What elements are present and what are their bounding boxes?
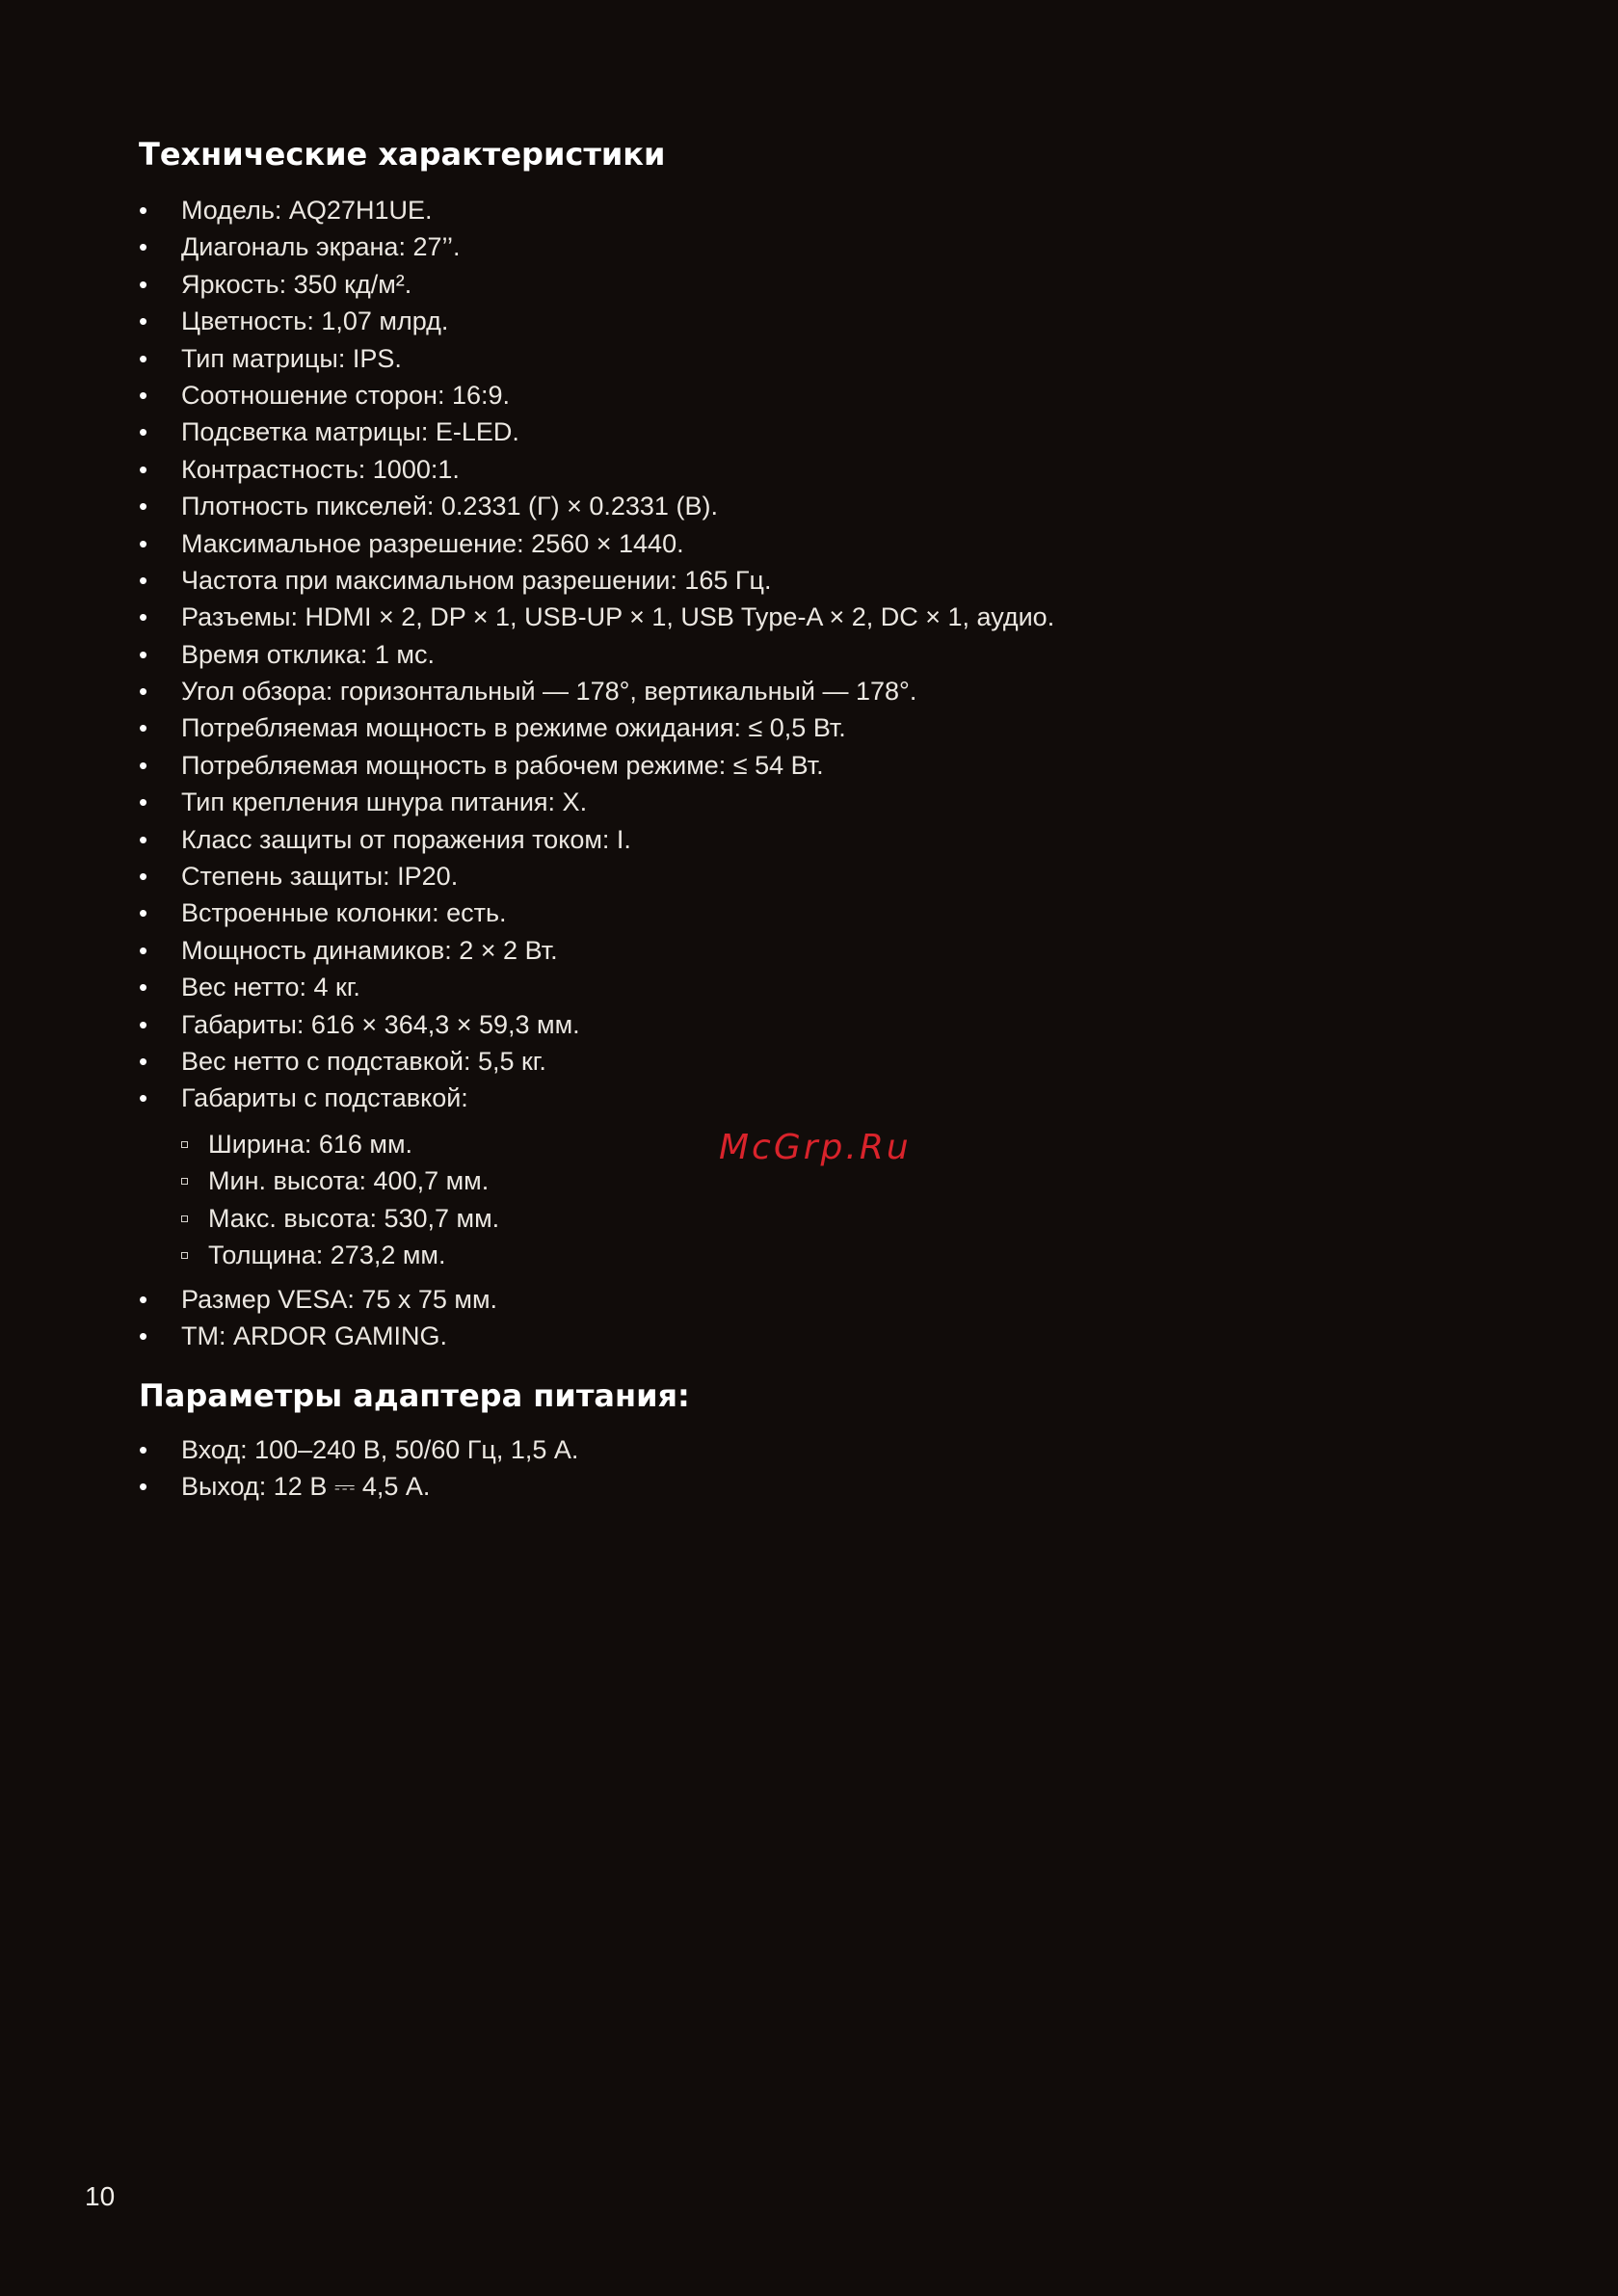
square-bullet-icon: [181, 1215, 188, 1222]
spec-text: Контрастность: 1000:1.: [181, 454, 460, 484]
spec-text: Габариты: 616 × 364,3 × 59,3 мм.: [181, 1009, 580, 1039]
list-item: [139, 747, 1054, 784]
list-item: [139, 1468, 578, 1505]
sub-list-item: [179, 1162, 499, 1199]
list-item: [139, 562, 1054, 599]
page-number: 10: [85, 2181, 116, 2211]
spec-text: Мощность динамиков: 2 × 2 Вт.: [181, 935, 558, 965]
bullet-icon: •: [139, 417, 148, 447]
list-item: [139, 932, 1054, 969]
spec-text: Диагональ экрана: 27’’.: [181, 232, 461, 262]
spec-text: Разъемы: HDMI × 2, DP × 1, USB-UP × 1, USB Type-A × 2, DC × 1, аудио.: [181, 602, 1055, 632]
square-bullet-icon: [181, 1141, 188, 1148]
adapter-text: Выход: 12 В ⎓ 4,5 А.: [181, 1472, 431, 1502]
spec-text: Угол обзора: горизонтальный — 178°, вертикальный — 178°.: [181, 677, 917, 707]
spec-text: Потребляемая мощность в режиме ожидания: ≤ 0,5 Вт.: [181, 713, 846, 743]
sub-list-item: [179, 1237, 499, 1273]
bullet-icon: •: [139, 492, 148, 521]
bullet-icon: •: [139, 824, 148, 854]
list-item: [139, 599, 1054, 635]
bullet-icon: •: [139, 307, 148, 336]
bullet-icon: •: [139, 269, 148, 299]
list-item: [139, 377, 1054, 414]
spec-text: Тип матрицы: IPS.: [181, 343, 402, 373]
sub-spec-text: Мин. высота: 400,7 мм.: [208, 1166, 490, 1196]
bullet-icon: •: [139, 973, 148, 1002]
spec-text: Подсветка матрицы: E-LED.: [181, 417, 519, 447]
list-item: [139, 1431, 578, 1468]
bullet-icon: •: [139, 639, 148, 669]
spec-text: Время отклика: 1 мс.: [181, 639, 435, 669]
bullet-icon: •: [139, 528, 148, 558]
spec-text: Тип крепления шнура питания: X.: [181, 788, 588, 817]
bullet-icon: •: [139, 677, 148, 707]
spec-text: Цветность: 1,07 млрд.: [181, 307, 449, 336]
list-item: [139, 821, 1054, 858]
sub-spec-text: Толщина: 273,2 мм.: [208, 1241, 446, 1270]
bullet-icon: •: [139, 862, 148, 892]
bullet-icon: •: [139, 1083, 148, 1113]
list-item: [139, 340, 1054, 377]
bullet-icon: •: [139, 1322, 148, 1351]
bullet-icon: •: [139, 1435, 148, 1464]
list-item: [139, 858, 1054, 894]
list-item: [139, 414, 1054, 450]
spec-text: Класс защиты от поражения током: I.: [181, 824, 631, 854]
specs-list-continued: [139, 1281, 497, 1355]
section-title-adapter: Параметры адаптера питания:: [139, 1377, 690, 1414]
list-item: [139, 969, 1054, 1005]
bullet-icon: •: [139, 788, 148, 817]
square-bullet-icon: [181, 1252, 188, 1259]
list-item: [139, 1318, 497, 1354]
list-item: [139, 636, 1054, 673]
list-item: [139, 192, 1054, 228]
list-item: [139, 488, 1054, 524]
adapter-text: Вход: 100–240 В, 50/60 Гц, 1,5 А.: [181, 1435, 579, 1464]
spec-text: Модель: AQ27H1UE.: [181, 196, 433, 225]
list-item: [139, 451, 1054, 488]
bullet-icon: •: [139, 454, 148, 484]
spec-text: Плотность пикселей: 0.2331 (Г) × 0.2331 (В).: [181, 492, 718, 521]
watermark: McGrp.Ru: [719, 1128, 912, 1167]
bullet-icon: •: [139, 602, 148, 632]
list-item: [139, 1080, 1054, 1116]
list-item: [139, 784, 1054, 820]
sub-list-item: [179, 1126, 499, 1162]
spec-text: Размер VESA: 75 x 75 мм.: [181, 1285, 498, 1314]
bullet-icon: •: [139, 565, 148, 595]
section-title-specs: Технические характеристики: [139, 136, 666, 173]
spec-text: Степень защиты: IP20.: [181, 862, 459, 892]
bullet-icon: •: [139, 1285, 148, 1314]
bullet-icon: •: [139, 1046, 148, 1076]
list-item: [139, 709, 1054, 746]
bullet-icon: •: [139, 713, 148, 743]
spec-text: Габариты с подставкой:: [181, 1083, 468, 1113]
bullet-icon: •: [139, 196, 148, 225]
spec-text: Соотношение сторон: 16:9.: [181, 380, 510, 410]
bullet-icon: •: [139, 935, 148, 965]
spec-text: Вес нетто с подставкой: 5,5 кг.: [181, 1046, 546, 1076]
spec-text: Встроенные колонки: есть.: [181, 898, 507, 928]
sub-spec-text: Ширина: 616 мм.: [208, 1130, 413, 1159]
spec-text: Яркость: 350 кд/м².: [181, 269, 412, 299]
bullet-icon: •: [139, 380, 148, 410]
sub-list-item: [179, 1200, 499, 1237]
bullet-icon: •: [139, 1472, 148, 1502]
bullet-icon: •: [139, 1009, 148, 1039]
list-item: [139, 1043, 1054, 1080]
list-item: [139, 266, 1054, 303]
list-item: [139, 894, 1054, 931]
bullet-icon: •: [139, 750, 148, 780]
bullet-icon: •: [139, 898, 148, 928]
adapter-list: [139, 1431, 578, 1506]
spec-text: Потребляемая мощность в рабочем режиме: ≤ 54 Вт.: [181, 750, 824, 780]
spec-text: Частота при максимальном разрешении: 165 Гц.: [181, 565, 772, 595]
list-item: [139, 525, 1054, 562]
list-item: [139, 1281, 497, 1318]
spec-text: ТМ: ARDOR GAMING.: [181, 1322, 447, 1351]
list-item: [139, 228, 1054, 265]
spec-text: Максимальное разрешение: 2560 × 1440.: [181, 528, 684, 558]
list-item: [139, 1006, 1054, 1043]
bullet-icon: •: [139, 232, 148, 262]
list-item: [139, 673, 1054, 709]
sub-spec-text: Макс. высота: 530,7 мм.: [208, 1203, 500, 1233]
specs-list: [139, 192, 1054, 1117]
list-item: [139, 303, 1054, 339]
square-bullet-icon: [181, 1178, 188, 1185]
dimensions-sublist: [179, 1126, 499, 1274]
bullet-icon: •: [139, 343, 148, 373]
spec-text: Вес нетто: 4 кг.: [181, 973, 360, 1002]
